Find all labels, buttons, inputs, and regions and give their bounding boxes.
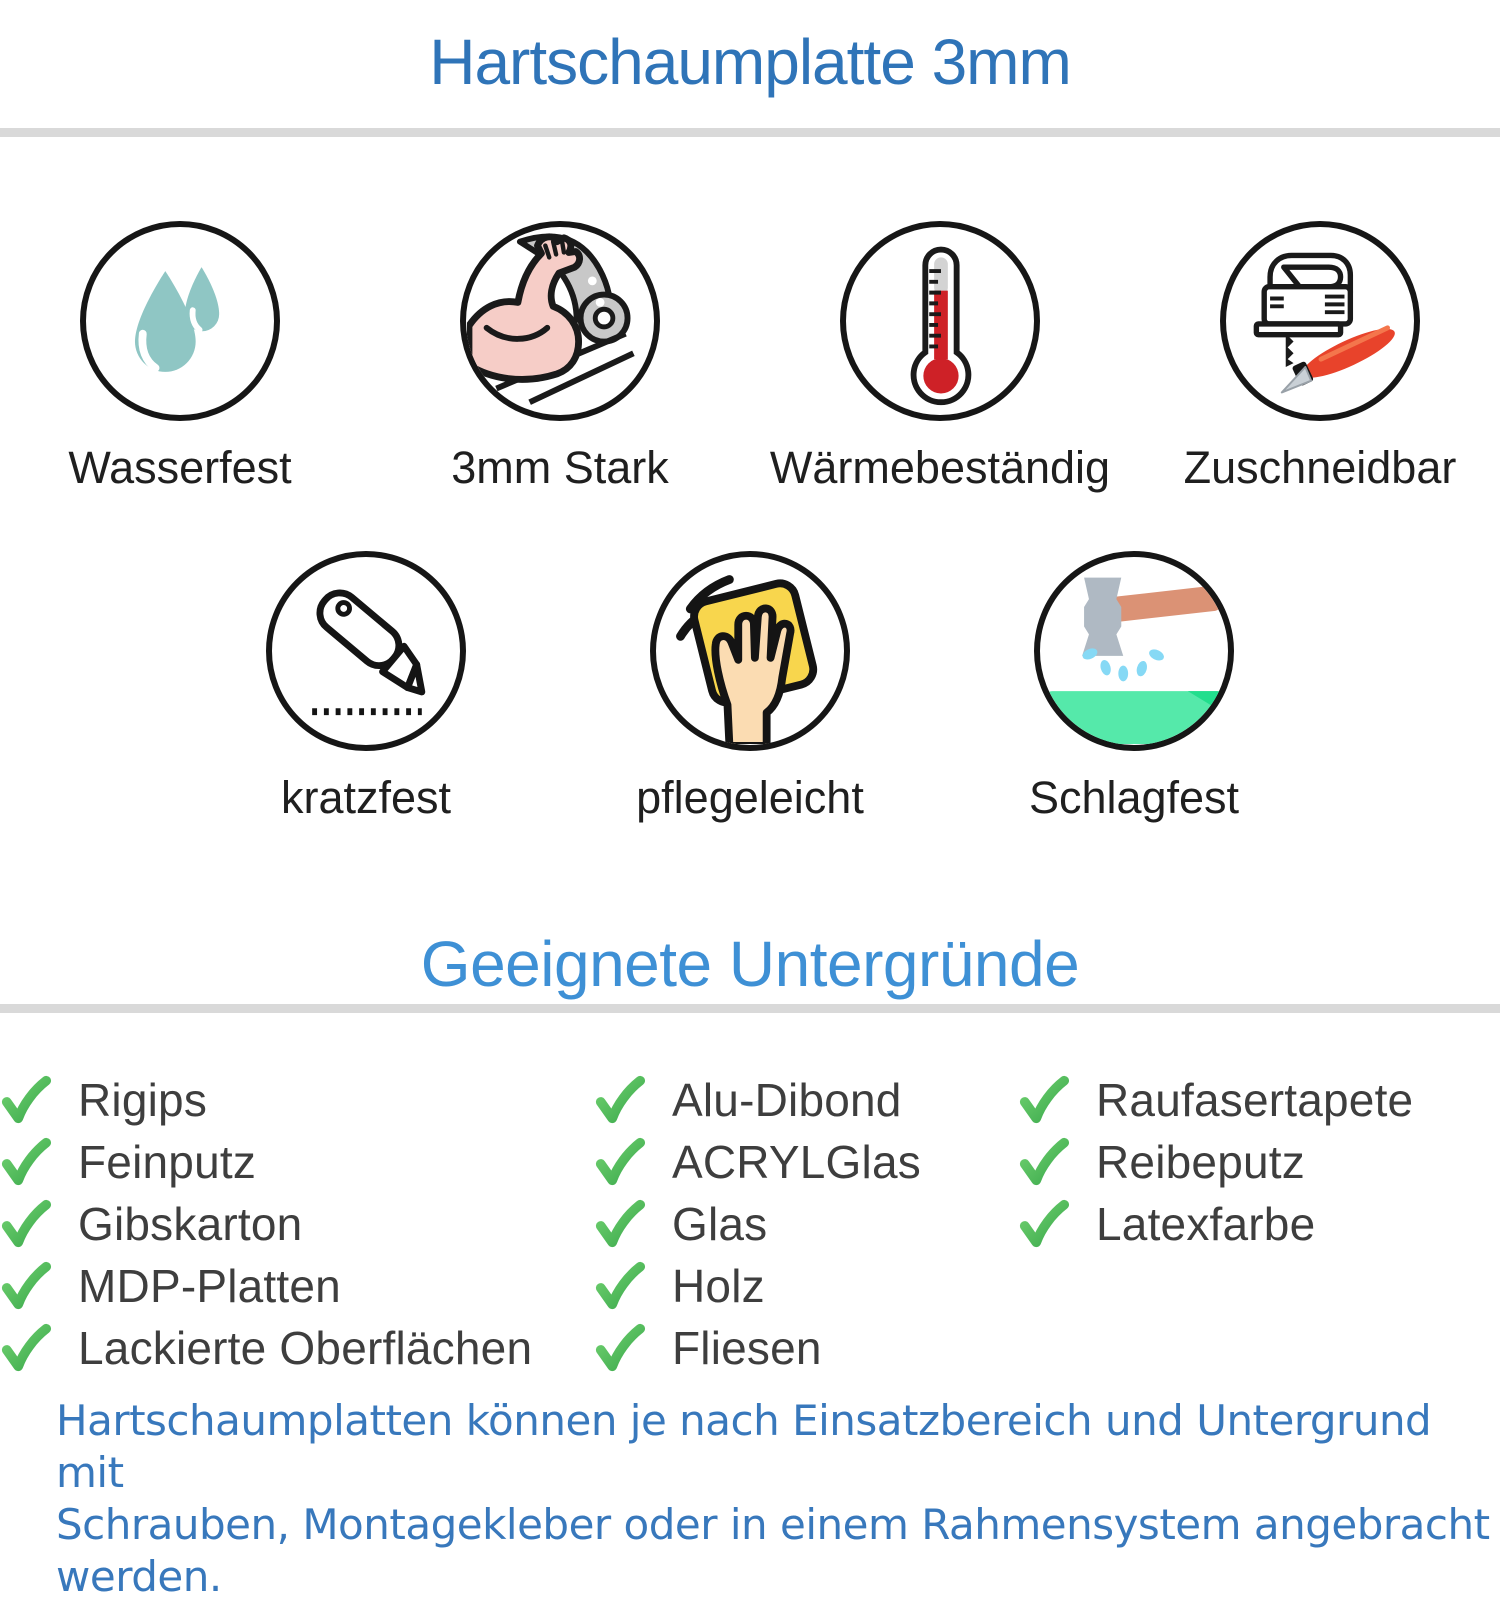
footer-line-1: Hartschaumplatten können je nach Einsatzbereich und Untergrund mit xyxy=(56,1396,1432,1497)
substrate-label: Alu-Dibond xyxy=(672,1074,902,1126)
substrate-item xyxy=(594,1317,1018,1379)
muscle-arm-icon xyxy=(460,221,660,421)
check-icon xyxy=(594,1260,646,1312)
feature-label: pflegeleicht xyxy=(636,772,864,823)
features-row-2 xyxy=(0,551,1500,825)
substrate-label: Reibeputz xyxy=(1096,1136,1305,1188)
feature-label: Schlagfest xyxy=(1028,772,1240,823)
substrate-label: Fliesen xyxy=(672,1322,822,1374)
substrate-label: Glas xyxy=(672,1198,768,1250)
check-icon xyxy=(0,1322,52,1374)
divider-top xyxy=(0,128,1500,137)
feature-label: Zuschneidbar xyxy=(1183,442,1457,493)
check-icon xyxy=(1018,1074,1070,1126)
substrates-column-2 xyxy=(594,1069,1018,1379)
substrate-item xyxy=(0,1255,594,1317)
substrate-label: Holz xyxy=(672,1260,765,1312)
substrate-label: Raufasertapete xyxy=(1096,1074,1414,1126)
substrate-label: Lackierte Oberflächen xyxy=(78,1322,533,1374)
substrate-item xyxy=(594,1069,1018,1131)
check-icon xyxy=(594,1074,646,1126)
substrate-label: Rigips xyxy=(78,1074,208,1126)
thermometer-icon xyxy=(840,221,1040,421)
feature-schlagfest xyxy=(1016,551,1252,825)
substrate-item xyxy=(0,1193,594,1255)
check-icon xyxy=(594,1136,646,1188)
divider-middle xyxy=(0,1004,1500,1013)
substrate-item xyxy=(1018,1131,1500,1193)
substrate-item xyxy=(0,1317,594,1379)
feature-kratzfest xyxy=(248,551,484,825)
feature-label: Wärmebeständig xyxy=(769,442,1111,493)
feature-label: kratzfest xyxy=(280,772,452,823)
substrate-label: Gibskarton xyxy=(78,1198,303,1250)
substrate-item xyxy=(1018,1069,1500,1131)
footer-note xyxy=(0,1395,1500,1603)
water-drops-icon xyxy=(80,221,280,421)
wiping-hand-icon xyxy=(650,551,850,751)
substrate-item xyxy=(594,1255,1018,1317)
feature-label: Wasserfest xyxy=(68,442,292,493)
check-icon xyxy=(0,1260,52,1312)
substrate-label: Latexfarbe xyxy=(1096,1198,1316,1250)
hammer-icon xyxy=(1034,551,1234,751)
features-row-1 xyxy=(0,221,1500,495)
substrate-item xyxy=(0,1069,594,1131)
check-icon xyxy=(1018,1198,1070,1250)
feature-waermebestaendig xyxy=(769,221,1111,495)
feature-zuschneidbar xyxy=(1183,221,1457,495)
check-icon xyxy=(594,1198,646,1250)
substrate-item xyxy=(0,1131,594,1193)
section-title-untergruende: Geeignete Untergründe xyxy=(420,928,1080,1000)
feature-3mm-stark xyxy=(442,221,678,495)
substrates-column-3 xyxy=(1018,1069,1500,1379)
substrates-lists xyxy=(0,1069,1500,1379)
substrate-item xyxy=(1018,1193,1500,1255)
jigsaw-icon xyxy=(1220,221,1420,421)
substrate-label: Feinputz xyxy=(78,1136,257,1188)
feature-label: 3mm Stark xyxy=(451,442,669,493)
check-icon xyxy=(0,1198,52,1250)
feature-pflegeleicht xyxy=(632,551,868,825)
footer-line-2: Schrauben, Montagekleber oder in einem Rahmensystem angebracht werden. xyxy=(56,1500,1490,1601)
page-title: Hartschaumplatte 3mm xyxy=(429,26,1071,98)
substrate-item xyxy=(594,1193,1018,1255)
substrate-item xyxy=(594,1131,1018,1193)
substrate-label: ACRYLGlas xyxy=(672,1136,921,1188)
check-icon xyxy=(0,1136,52,1188)
substrates-column-1 xyxy=(0,1069,594,1379)
substrate-label: MDP-Platten xyxy=(78,1260,341,1312)
check-icon xyxy=(1018,1136,1070,1188)
check-icon xyxy=(594,1322,646,1374)
check-icon xyxy=(0,1074,52,1126)
feature-wasserfest xyxy=(62,221,298,495)
utility-knife-icon xyxy=(266,551,466,751)
